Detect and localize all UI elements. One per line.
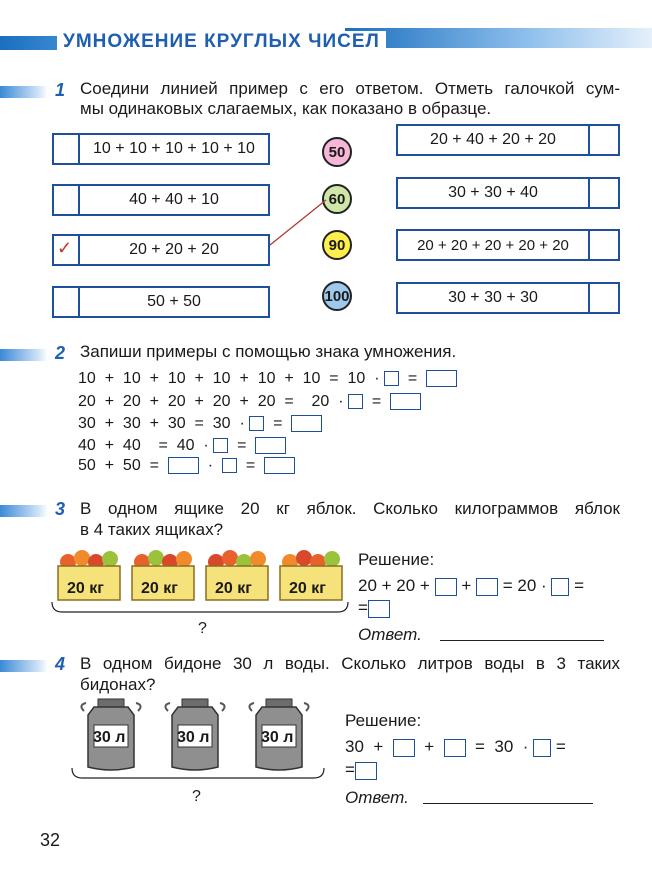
crate-label: 20 кг <box>67 580 104 597</box>
crate-label: 20 кг <box>215 580 252 597</box>
task2-row-4: 40 + 40 = 40 · = <box>78 437 286 455</box>
answer-square[interactable] <box>368 600 390 618</box>
crate-label: 20 кг <box>141 580 178 597</box>
answer-label: Ответ. <box>345 788 409 807</box>
answer-square[interactable] <box>355 762 377 780</box>
check-mark-icon: ✓ <box>57 238 73 258</box>
question-mark: ? <box>192 788 201 805</box>
task2-row-1: 10 + 10 + 10 + 10 + 10 + 10 = 10 · = <box>78 370 457 388</box>
expression-text: 20 + 20 + 20 <box>129 241 219 258</box>
left-expression-4 <box>52 286 270 318</box>
answer-square[interactable] <box>551 578 569 596</box>
answer-square[interactable] <box>435 578 457 596</box>
task4-equation: 30 + + = 30 · = <box>345 737 566 756</box>
crate-label: 20 кг <box>289 580 326 597</box>
answer-square[interactable] <box>444 739 466 757</box>
expression-text: 20 + 20 + 20 + 20 + 20 <box>417 236 569 254</box>
task3-line2: в 4 таких ящиках? <box>80 520 224 539</box>
checkbox-cell[interactable] <box>588 231 618 259</box>
answer-square[interactable] <box>213 438 228 453</box>
answer-rect[interactable] <box>426 370 457 387</box>
answer-square[interactable] <box>533 739 551 757</box>
can-label: 30 л <box>261 729 294 746</box>
answer-label: Ответ. <box>358 625 422 644</box>
task1-line1: Соедини линией пример с его ответом. Отметь галочкой сум- <box>80 79 620 98</box>
expression-text: 20 + 40 + 20 + 20 <box>430 131 556 148</box>
right-expression-4 <box>396 282 620 314</box>
expression-text: 30 + 30 + 30 <box>448 289 538 306</box>
task2-prompt: Запиши примеры с помощью знака умножения. <box>80 342 457 361</box>
task4-number: 4 <box>55 654 66 674</box>
task1-line2: мы одинаковых слагаемых, как показано в образце. <box>80 99 492 118</box>
expression-text: 30 + 30 + 40 <box>448 184 538 201</box>
task3-equation: 20 + 20 + + = 20 · = <box>358 576 585 595</box>
left-expression-2 <box>52 184 270 216</box>
page-number: 32 <box>40 830 61 850</box>
checkbox-cell[interactable] <box>588 284 618 312</box>
solution-label: Решение: <box>345 711 422 730</box>
task3-equation-cont: = <box>358 598 390 618</box>
checkbox-cell[interactable] <box>54 186 80 214</box>
answer-line[interactable] <box>440 640 604 641</box>
task4-line2: бидонах? <box>80 675 156 694</box>
question-mark: ? <box>198 620 207 637</box>
task4-band <box>0 660 48 672</box>
solution-label: Решение: <box>358 550 435 569</box>
task1-band <box>0 86 48 98</box>
answer-square[interactable] <box>249 416 264 431</box>
task2-row-3: 30 + 30 + 30 = 30 · = <box>78 415 322 433</box>
task3-band <box>0 505 48 517</box>
expression-text: 50 + 50 <box>147 293 201 310</box>
answer-square[interactable] <box>348 394 363 409</box>
can-label: 30 л <box>93 729 126 746</box>
answer-square[interactable] <box>222 458 237 473</box>
checkbox-cell[interactable] <box>54 288 80 316</box>
right-expression-3 <box>396 229 620 261</box>
answer-circle-60[interactable]: 60 <box>322 184 352 214</box>
answer-line[interactable] <box>423 803 593 804</box>
answer-circle-100[interactable]: 100 <box>322 281 352 311</box>
page-title: УМНОЖЕНИЕ КРУГЛЫХ ЧИСЕЛ <box>57 31 386 53</box>
task2-row-5: 50 + 50 = · = <box>78 457 295 475</box>
task4-equation-cont: = <box>345 760 377 780</box>
answer-rect[interactable] <box>255 437 286 454</box>
answer-rect[interactable] <box>291 415 322 432</box>
checkbox-cell[interactable] <box>588 179 618 207</box>
checkbox-cell[interactable] <box>54 135 80 163</box>
answer-rect[interactable] <box>390 393 421 410</box>
left-expression-3 <box>52 234 270 266</box>
left-expression-1 <box>52 133 270 165</box>
answer-circle-50[interactable]: 50 <box>322 137 352 167</box>
answer-square[interactable] <box>384 371 399 386</box>
checkbox-cell[interactable] <box>54 236 80 264</box>
task4-line1: В одном бидоне 30 л воды. Сколько литров воды в 3 таких <box>80 654 620 673</box>
connecting-line <box>260 190 340 250</box>
answer-rect[interactable] <box>264 457 295 474</box>
task2-band <box>0 349 48 361</box>
right-expression-1 <box>396 124 620 156</box>
checkbox-cell[interactable] <box>588 126 618 154</box>
answer-rect[interactable] <box>168 457 199 474</box>
can-label: 30 л <box>177 729 210 746</box>
answer-circle-90[interactable]: 90 <box>322 230 352 260</box>
expression-text: 40 + 40 + 10 <box>129 191 219 208</box>
answer-square[interactable] <box>476 578 498 596</box>
task3-line1: В одном ящике 20 кг яблок. Сколько килограммов яблок <box>80 499 620 518</box>
bracket <box>70 766 326 782</box>
header-band-right <box>345 28 652 48</box>
right-expression-2 <box>396 177 620 209</box>
apple-crates-illustration <box>56 548 346 608</box>
expression-text: 10 + 10 + 10 + 10 + 10 <box>93 140 255 157</box>
bracket <box>50 600 350 616</box>
answer-square[interactable] <box>393 739 415 757</box>
task1-number: 1 <box>55 80 66 100</box>
task2-number: 2 <box>55 343 66 363</box>
task2-row-2: 20 + 20 + 20 + 20 + 20 = 20 · = <box>78 393 421 411</box>
task3-number: 3 <box>55 499 66 519</box>
